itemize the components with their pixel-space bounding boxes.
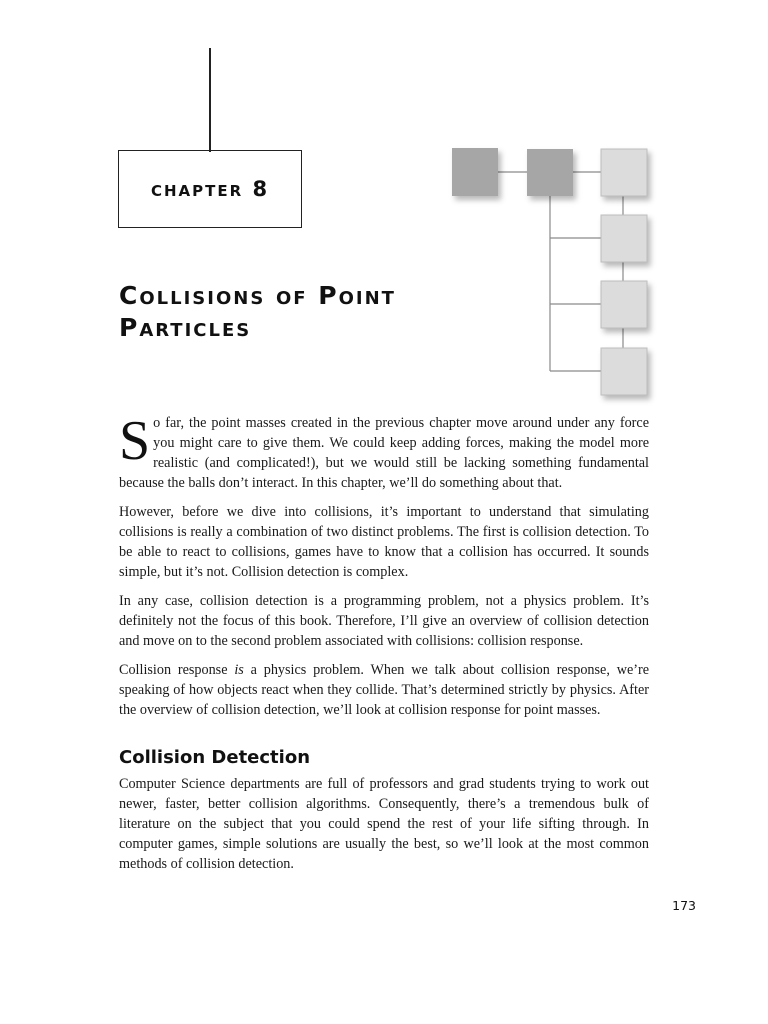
body-content [119, 410, 649, 883]
paragraph-collision-response [119, 660, 649, 720]
paragraph-collisions-problems: However, before we dive into collisions, it’s important to understand that simulating collisions is really a combination of two distinct problems. The first is collision detection. To be able to react to collisions, games have to know that a collision has occurred. It sounds simple, but it’s not. Collision detection is complex. [119, 504, 649, 580]
diagram-square-dark-2 [527, 149, 573, 196]
title-line-2: Particles [119, 313, 252, 342]
title-line-1: Collisions of Point [119, 281, 396, 310]
diagram-square-dark-1 [452, 148, 498, 196]
diagram-square-light-1 [601, 149, 647, 196]
decorative-hierarchy-diagram [440, 140, 660, 410]
page-number: 173 [672, 898, 696, 913]
diagram-square-light-2 [601, 215, 647, 262]
diagram-square-light-3 [601, 281, 647, 328]
chapter-title [119, 280, 479, 344]
response-emphasis: is [234, 662, 244, 678]
section-heading: Collision Detection [119, 747, 311, 768]
response-text-before: Collision response [119, 662, 235, 678]
response-text-after: a physics problem. When we talk about collision response, we’re speaking of how objects react when they collide. That’s determined strictly by physics. After the overview of collision detection, we’ll look at collision response for point masses. [119, 662, 649, 718]
chapter-box [118, 150, 302, 228]
diagram-connectors [498, 172, 623, 371]
decorative-vertical-line [209, 48, 211, 152]
drop-cap: S [119, 410, 151, 472]
chapter-label: chapter 8 [150, 177, 270, 201]
intro-text: o far, the point masses created in the previous chapter move around under any force you might care to give them. We could keep adding forces, making the model more realistic (and complicated!), but we would still be lacking something fundamental because the balls don’t interact. In this chapter, we’ll do something about that. [119, 415, 649, 491]
diagram-square-light-4 [601, 348, 647, 395]
section-paragraph: Computer Science departments are full of professors and grad students trying to work out newer, faster, better collision algorithms. Consequently, there’s a tremendous bulk of literature on the subject that you could spend the rest of your life sifting through. In computer games, simple solutions are usually the best, so we’ll look at the most common methods of collision detection. [119, 776, 649, 872]
paragraph-collision-detection-overview: In any case, collision detection is a programming problem, not a physics problem. It’s definitely not the focus of this book. Therefore, I’ll give an overview of collision detection and move on to the second problem associated with collisions: collision response. [119, 593, 649, 649]
intro-paragraph [119, 410, 649, 493]
